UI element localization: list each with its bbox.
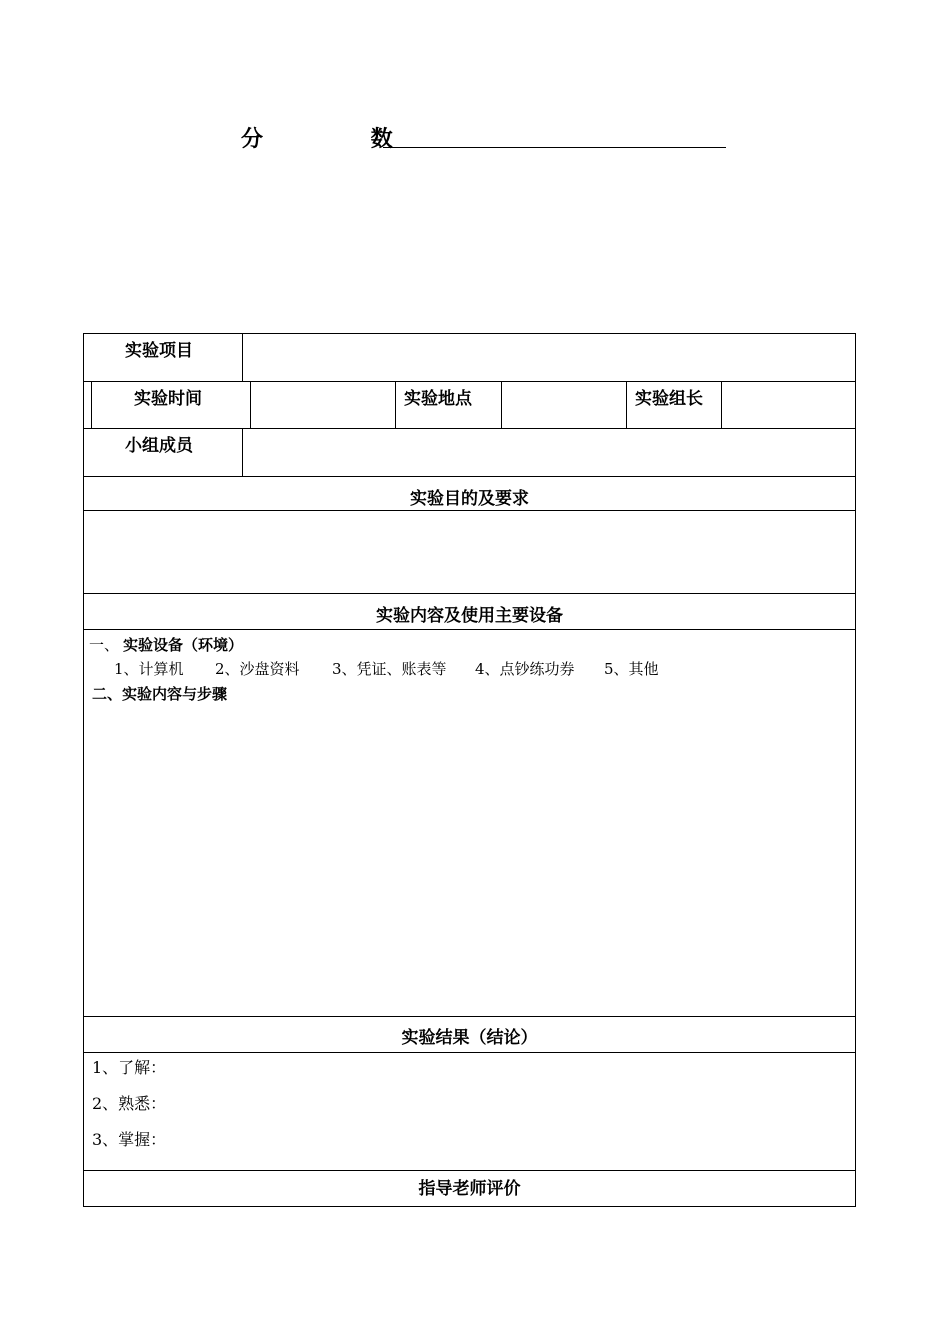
score-blank[interactable] (383, 147, 726, 148)
members-label: 小组成员 (125, 436, 193, 456)
result-item: 3、掌握： (92, 1130, 167, 1149)
result-item: 2、熟悉： (92, 1094, 167, 1113)
members-field[interactable] (243, 429, 855, 475)
equipment-item: 1、计算机 (114, 660, 184, 678)
results-header: 实验结果（结论） (401, 1028, 538, 1048)
leader-field[interactable] (722, 382, 855, 427)
project-label: 实验项目 (125, 341, 193, 361)
leader-label: 实验组长 (635, 389, 703, 409)
row-divider (83, 1016, 856, 1017)
time-field[interactable] (251, 382, 394, 427)
row-divider (83, 1052, 856, 1053)
evaluation-header: 指导老师评价 (418, 1179, 521, 1199)
equipment-heading: 实验设备（环境） (123, 636, 244, 654)
time-label: 实验时间 (134, 389, 202, 409)
col-divider (395, 381, 396, 428)
equipment-item: 3、凭证、账表等 (332, 660, 447, 678)
equipment-heading-prefix: 一、 (89, 636, 120, 654)
row-divider (83, 629, 856, 630)
purpose-field[interactable] (84, 511, 855, 592)
equipment-item: 5、其他 (604, 660, 659, 678)
col-divider (91, 381, 92, 428)
steps-heading: 二、实验内容与步骤 (92, 685, 228, 703)
location-label: 实验地点 (404, 389, 472, 409)
result-item: 1、了解： (92, 1058, 167, 1077)
steps-field[interactable] (84, 705, 855, 1015)
row-divider (83, 593, 856, 594)
equipment-item: 2、沙盘资料 (215, 660, 300, 678)
row-divider (83, 1170, 856, 1171)
row-divider (83, 476, 856, 477)
location-field[interactable] (502, 382, 625, 427)
lab-report-form (83, 333, 856, 1207)
purpose-header: 实验目的及要求 (410, 489, 529, 509)
col-divider (626, 381, 627, 428)
score-line-area (0, 122, 950, 162)
equipment-item: 4、点钞练功券 (475, 660, 575, 678)
project-field[interactable] (243, 334, 855, 380)
score-label: 分 数 (241, 126, 443, 152)
content-header: 实验内容及使用主要设备 (376, 606, 563, 626)
